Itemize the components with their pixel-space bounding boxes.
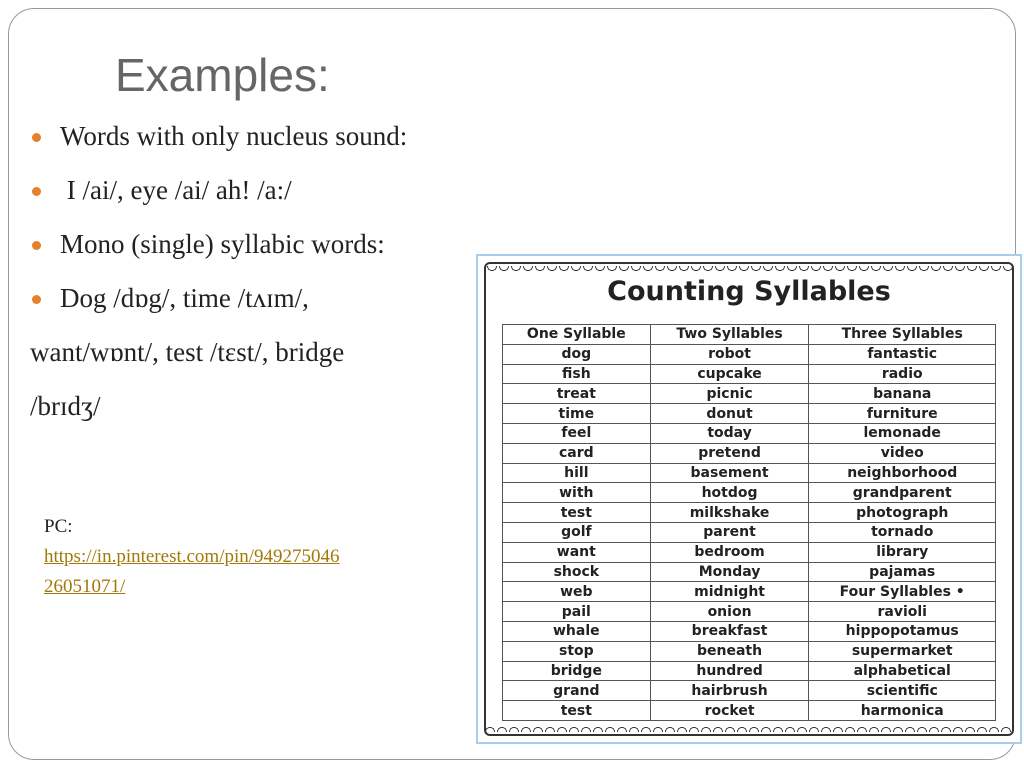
table-row [503, 701, 996, 721]
image-title: Counting Syllables [607, 276, 891, 307]
bullet-list [30, 118, 490, 442]
table-cell: ravioli [809, 602, 996, 622]
table-cell: beneath [650, 641, 809, 661]
table-row [503, 503, 996, 523]
bullet-item [30, 172, 490, 226]
counting-syllables-image [476, 254, 1022, 744]
table-cell: with [503, 483, 651, 503]
table-row [503, 681, 996, 701]
table-cell: pajamas [809, 562, 996, 582]
table-cell: picnic [650, 384, 809, 404]
table-row [503, 542, 996, 562]
bullet-item [30, 280, 490, 334]
table-row [503, 443, 996, 463]
table-cell: web [503, 582, 651, 602]
table-cell: robot [650, 344, 809, 364]
table-cell: pail [503, 602, 651, 622]
table-cell: breakfast [650, 621, 809, 641]
picture-credit-link-continued[interactable]: 26051071/ [44, 576, 126, 597]
bullet-continuation-line: /brɪdʒ/ [30, 391, 101, 421]
bullet-item [30, 226, 490, 280]
table-cell: treat [503, 384, 651, 404]
table-cell: hairbrush [650, 681, 809, 701]
table-cell: feel [503, 423, 651, 443]
bullet-text: Dog /dɒg/, time /tʌɪm/, [60, 283, 309, 313]
table-cell: want [503, 542, 651, 562]
table-cell: today [650, 423, 809, 443]
table-header-row [503, 325, 996, 345]
table-cell: fantastic [809, 344, 996, 364]
table-cell: shock [503, 562, 651, 582]
table-cell: tornado [809, 522, 996, 542]
table-row [503, 423, 996, 443]
table-cell: scientific [809, 681, 996, 701]
table-cell: grand [503, 681, 651, 701]
table-cell: hotdog [650, 483, 809, 503]
bullet-text: Words with only nucleus sound: [60, 121, 408, 151]
table-cell: fish [503, 364, 651, 384]
table-row [503, 344, 996, 364]
wavy-border-decoration [486, 266, 1012, 274]
syllables-table [502, 324, 996, 721]
table-row [503, 384, 996, 404]
table-cell: supermarket [809, 641, 996, 661]
table-row [503, 582, 996, 602]
picture-credit-label: PC: [44, 516, 73, 537]
bullet-continuation-line: want/wɒnt/, test /tɛst/, bridge [30, 337, 345, 367]
bullet-text: Mono (single) syllabic words: [60, 229, 385, 259]
bullet-item [30, 118, 490, 172]
table-cell: milkshake [650, 503, 809, 523]
table-cell: Four Syllables • [809, 582, 996, 602]
table-row [503, 463, 996, 483]
table-cell: bedroom [650, 542, 809, 562]
bullet-dot-icon [32, 241, 41, 250]
table-row [503, 661, 996, 681]
slide-title: Examples: [115, 49, 330, 101]
table-cell: dog [503, 344, 651, 364]
table-row [503, 602, 996, 622]
table-cell: Monday [650, 562, 809, 582]
table-cell: radio [809, 364, 996, 384]
table-cell: test [503, 701, 651, 721]
table-cell: rocket [650, 701, 809, 721]
picture-credit [44, 512, 340, 602]
bullet-dot-icon [32, 295, 41, 304]
table-cell: whale [503, 621, 651, 641]
table-cell: harmonica [809, 701, 996, 721]
table-cell: neighborhood [809, 463, 996, 483]
table-cell: test [503, 503, 651, 523]
table-cell: bridge [503, 661, 651, 681]
column-header: Two Syllables [650, 325, 809, 345]
picture-credit-link[interactable]: https://in.pinterest.com/pin/949275046 [44, 546, 340, 567]
table-cell: time [503, 404, 651, 424]
table-cell: golf [503, 522, 651, 542]
table-cell: cupcake [650, 364, 809, 384]
column-header: Three Syllables [809, 325, 996, 345]
table-cell: banana [809, 384, 996, 404]
column-header: One Syllable [503, 325, 651, 345]
table-row [503, 562, 996, 582]
table-cell: hundred [650, 661, 809, 681]
table-row [503, 641, 996, 661]
table-cell: basement [650, 463, 809, 483]
table-cell: video [809, 443, 996, 463]
table-cell: lemonade [809, 423, 996, 443]
table-cell: pretend [650, 443, 809, 463]
table-row [503, 483, 996, 503]
bullet-dot-icon [32, 133, 41, 142]
table-row [503, 522, 996, 542]
bullet-text: I /ai/, eye /ai/ ah! /a:/ [60, 175, 292, 205]
table-cell: onion [650, 602, 809, 622]
table-cell: photograph [809, 503, 996, 523]
table-cell: card [503, 443, 651, 463]
table-cell: library [809, 542, 996, 562]
table-cell: hill [503, 463, 651, 483]
table-row [503, 621, 996, 641]
table-cell: furniture [809, 404, 996, 424]
table-cell: alphabetical [809, 661, 996, 681]
table-cell: hippopotamus [809, 621, 996, 641]
table-cell: donut [650, 404, 809, 424]
bullet-dot-icon [32, 187, 41, 196]
table-cell: parent [650, 522, 809, 542]
table-cell: midnight [650, 582, 809, 602]
table-row [503, 404, 996, 424]
table-cell: grandparent [809, 483, 996, 503]
table-row [503, 364, 996, 384]
wavy-border-decoration [486, 724, 1012, 732]
table-cell: stop [503, 641, 651, 661]
